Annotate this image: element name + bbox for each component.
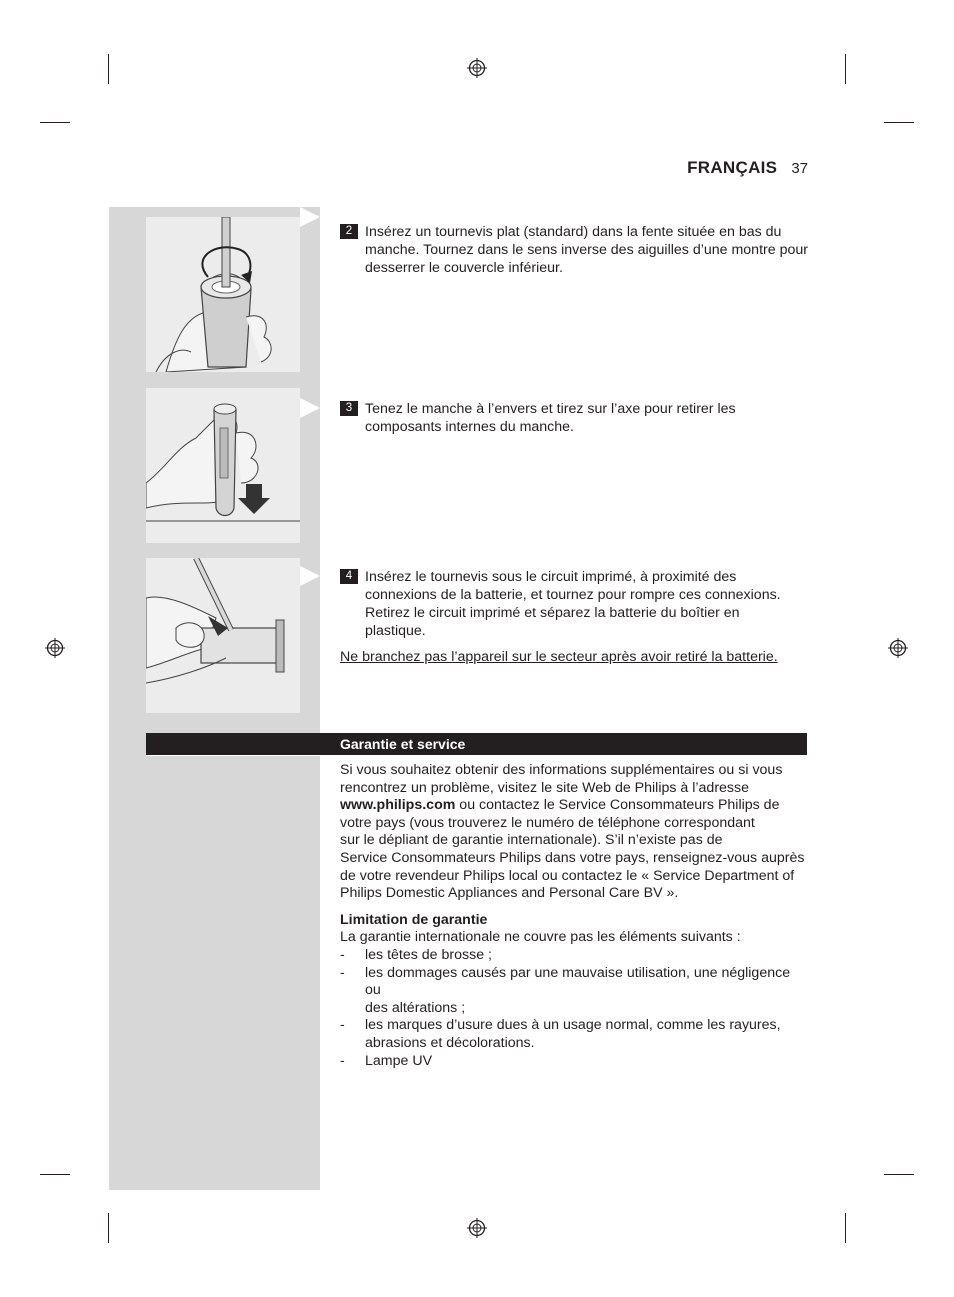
crop-mark — [884, 122, 914, 123]
list-item — [340, 1017, 806, 1052]
registration-mark-icon — [45, 638, 65, 658]
paragraph-line: rencontrez un problème, visitez le site Web de Philips à l’adresse — [340, 779, 750, 796]
list-item-text: les dommages causés par une mauvaise utilisation, une négligence ou — [365, 964, 791, 999]
section-title: Garantie et service — [340, 736, 466, 752]
list-item-text: des altérations ; — [365, 999, 466, 1016]
step-text-line: composants internes du manche. — [365, 419, 574, 435]
illustration-screwdriver-unscrew — [146, 217, 300, 372]
paragraph-line: votre pays (vous trouverez le numéro de téléphone correspondant — [340, 814, 755, 831]
list-dash: - — [340, 964, 345, 981]
step-text-line: Tenez le manche à l’envers et tirez sur l’axe pour retirer les — [365, 401, 736, 417]
step-text-line: Retirez le circuit imprimé et séparez la batterie du boîtier en — [365, 605, 740, 621]
crop-mark — [845, 54, 846, 84]
list-item-text: les marques d’usure dues à un usage normal, comme les rayures, — [365, 1017, 781, 1034]
step-text-line: Insérez le tournevis sous le circuit imprimé, à proximité des — [365, 569, 737, 585]
section-body — [340, 762, 806, 1070]
illustration-pointer — [300, 207, 320, 227]
illustration-pull-shaft — [146, 388, 300, 543]
paragraph-line: Si vous souhaitez obtenir des informations supplémentaires ou si vous — [340, 762, 783, 778]
divider — [146, 755, 320, 756]
list-item-text: les têtes de brosse ; — [365, 946, 492, 963]
list-dash: - — [340, 946, 345, 963]
warning-text: Ne branchez pas l’appareil sur le secteur après avoir retiré la batterie. — [340, 649, 778, 665]
section-title-bar — [146, 733, 807, 755]
list-item-text: abrasions et décolorations. — [365, 1034, 535, 1051]
illustration-circuit-board — [146, 558, 300, 713]
crop-mark — [40, 122, 70, 123]
crop-mark — [108, 1213, 109, 1243]
paragraph-line: de votre revendeur Philips local ou contactez le « Service Department of — [340, 867, 795, 884]
step-2 — [340, 223, 810, 277]
list-item-text: Lampe UV — [365, 1052, 433, 1069]
registration-mark-icon — [467, 1218, 487, 1238]
paragraph-line: ou contactez le Service Consommateurs Philips de — [455, 797, 780, 814]
list-item — [340, 965, 806, 1018]
crop-mark — [845, 1213, 846, 1243]
step-text-line: connexions de la batterie, et tournez pour rompre ces connexions. — [365, 587, 781, 603]
crop-mark — [40, 1174, 70, 1175]
step-text-line: Insérez un tournevis plat (standard) dans la fente située en bas du — [365, 224, 782, 240]
step-number-badge: 4 — [340, 569, 358, 584]
step-3 — [340, 400, 810, 436]
step-4 — [340, 568, 810, 640]
illustration-pointer — [300, 566, 320, 586]
crop-mark — [108, 54, 109, 84]
limitation-intro: La garantie internationale ne couvre pas les éléments suivants : — [340, 929, 741, 946]
website-link[interactable]: www.philips.com — [340, 797, 456, 814]
page-number: 37 — [791, 160, 808, 177]
page-header — [600, 158, 808, 178]
registration-mark-icon — [467, 58, 487, 78]
step-number-badge: 3 — [340, 401, 358, 416]
crop-mark — [884, 1174, 914, 1175]
illustration-pointer — [300, 398, 320, 418]
registration-mark-icon — [888, 638, 908, 658]
step-number-badge: 2 — [340, 224, 358, 239]
language-label: FRANÇAIS — [687, 158, 778, 177]
step-text-line: desserrer le couvercle inférieur. — [365, 260, 563, 276]
step-text-line: plastique. — [365, 623, 426, 639]
list-item — [340, 947, 806, 965]
list-dash: - — [340, 1017, 345, 1034]
paragraph-line: Service Consommateurs Philips dans votre pays, renseignez-vous auprès — [340, 849, 805, 866]
list-dash: - — [340, 1052, 345, 1069]
limitation-heading: Limitation de garantie — [340, 911, 488, 928]
step-text-line: manche. Tournez dans le sens inverse des aiguilles d’une montre pour — [365, 242, 808, 258]
paragraph-line: Philips Domestic Appliances and Personal Care BV ». — [340, 885, 679, 902]
list-item — [340, 1053, 806, 1071]
paragraph-line: sur le dépliant de garantie internationale). S’il n’existe pas de — [340, 832, 723, 849]
